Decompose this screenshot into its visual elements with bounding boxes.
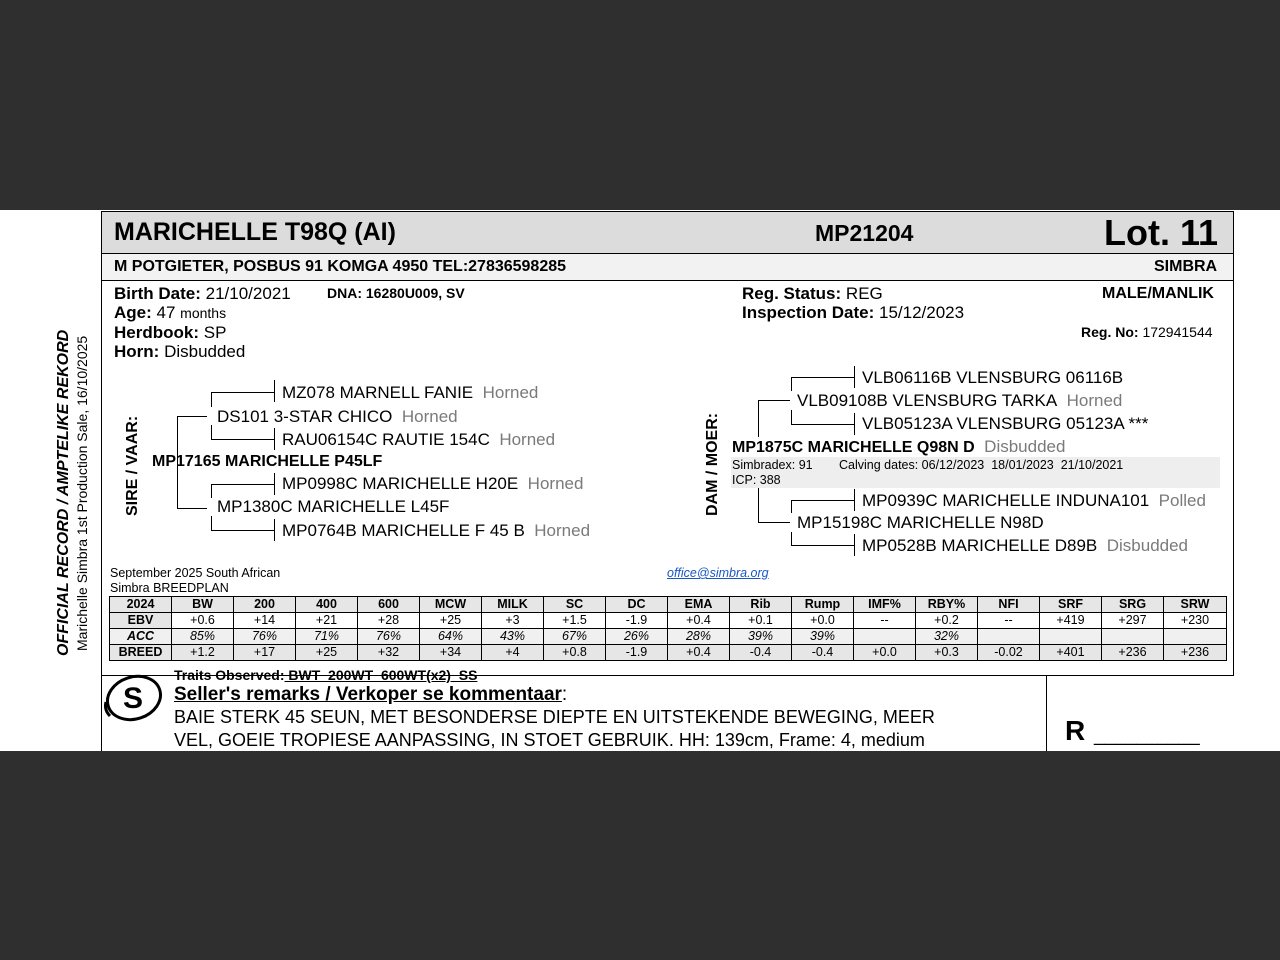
- ebv-row: [110, 629, 1227, 645]
- reg-status-label: Reg. Status:: [742, 284, 842, 303]
- dam-connector: [854, 413, 855, 435]
- animal-name: MZ078 MARNELL FANIE: [282, 383, 474, 402]
- ebv-cell: 64%: [420, 629, 482, 645]
- ebv-cell: +0.1: [730, 613, 792, 629]
- animal-name: VLB09108B VLENSBURG TARKA: [797, 391, 1058, 410]
- animal-name: MARICHELLE T98Q (AI): [114, 218, 396, 246]
- inspection-label: Inspection Date:: [742, 303, 875, 322]
- ebv-header-cell: SRF: [1040, 597, 1102, 613]
- ebv-cell: +0.2: [916, 613, 978, 629]
- ebv-header-cell: 2024: [110, 597, 172, 613]
- ebv-cell: +32: [358, 645, 420, 661]
- remarks-line2: VEL, GOEIE TROPIESE AANPASSING, IN STOET GEBRUIK. HH: 139cm, Frame: 4, medium: [174, 730, 925, 750]
- simbra-logo-icon: [102, 672, 166, 724]
- ebv-header-cell: SRG: [1102, 597, 1164, 613]
- ebv-header-cell: RBY%: [916, 597, 978, 613]
- svg-text:S: S: [123, 682, 144, 715]
- animal-name: MP0764B MARICHELLE F 45 B: [282, 521, 525, 540]
- ebv-cell: [1040, 629, 1102, 645]
- ebv-cell: +0.0: [854, 645, 916, 661]
- ebv-cell: 43%: [482, 629, 544, 645]
- remarks-title-text: Seller's remarks / Verkoper se kommentaar: [174, 684, 562, 705]
- ebv-cell: 71%: [296, 629, 358, 645]
- ebv-cell: +236: [1102, 645, 1164, 661]
- ebv-row-label: BREED: [110, 645, 172, 661]
- horn-status: Disbudded: [984, 437, 1066, 456]
- age-label: Age:: [114, 303, 152, 322]
- icp: ICP: 388: [732, 473, 781, 487]
- ebv-header-cell: SC: [544, 597, 606, 613]
- ebv-cell: +0.6: [172, 613, 234, 629]
- ebv-cell: +3: [482, 613, 544, 629]
- ebv-table: [109, 596, 1227, 661]
- sex-label: MALE/MANLIK: [1102, 285, 1214, 302]
- lot-number: Lot. 11: [1104, 212, 1219, 253]
- breed-name: SIMBRA: [1154, 258, 1218, 275]
- official-record-label: OFFICIAL RECORD / AMPTELIKE REKORD: [55, 329, 72, 656]
- animal-name: MP1875C MARICHELLE Q98N D: [732, 439, 975, 456]
- sire-sire-dam: [282, 430, 555, 450]
- animal-name: DS101 3-STAR CHICO: [217, 407, 393, 426]
- registration-code: MP21204: [815, 220, 914, 246]
- ebv-cell: 76%: [234, 629, 296, 645]
- breedplan-line1: September 2025 South African: [110, 566, 281, 580]
- ebv-cell: +14: [234, 613, 296, 629]
- horn-status: Polled: [1158, 491, 1206, 510]
- dam-connector: [791, 377, 854, 378]
- horn-status: Horned: [534, 521, 591, 540]
- birth-date: [114, 284, 291, 304]
- dam-label: DAM / MOER:: [704, 412, 721, 516]
- ebv-cell: --: [854, 613, 916, 629]
- ebv-cell: +0.4: [668, 613, 730, 629]
- dam-connector: [791, 545, 854, 546]
- dam-connector: [758, 522, 790, 523]
- ebv-cell: -0.4: [792, 645, 854, 661]
- ebv-cell: +4: [482, 645, 544, 661]
- sire-connector: [211, 516, 212, 530]
- simbradex: Simbradex: 91: [732, 458, 813, 472]
- sire-connector: [211, 425, 212, 439]
- inspection-date: [742, 303, 964, 323]
- ebv-header-cell: BW: [172, 597, 234, 613]
- sale-label: Marichelle Simbra 1st Production Sale, 16/10/2025: [74, 335, 90, 651]
- sire-connector: [274, 380, 275, 402]
- ebv-cell: +28: [358, 613, 420, 629]
- price-currency: R: [1065, 715, 1086, 746]
- sire-connector: [274, 428, 275, 450]
- price-blank-field[interactable]: __________: [1094, 725, 1200, 746]
- ebv-cell: -0.4: [730, 645, 792, 661]
- sire-connector: [211, 484, 274, 485]
- horn-value: Disbudded: [164, 342, 246, 361]
- dam-connector: [758, 400, 759, 437]
- sire-connector: [211, 392, 274, 393]
- ebv-cell: +25: [296, 645, 358, 661]
- herdbook-value: SP: [203, 323, 227, 342]
- ebv-cell: -0.02: [978, 645, 1040, 661]
- ebv-cell: 26%: [606, 629, 668, 645]
- dam-connector: [758, 400, 790, 401]
- ebv-cell: -1.9: [606, 645, 668, 661]
- sire-label: SIRE / VAAR:: [124, 415, 141, 516]
- ebv-cell: +236: [1164, 645, 1227, 661]
- birth-date-value: 21/10/2021: [205, 284, 291, 303]
- ebv-cell: [854, 629, 916, 645]
- dam-name: [732, 437, 1065, 457]
- animal-name: MP0939C MARICHELLE INDUNA101: [862, 491, 1150, 510]
- dam-connector: [791, 500, 854, 501]
- ebv-header-cell: 600: [358, 597, 420, 613]
- reg-number-value: 172941544: [1142, 324, 1213, 340]
- sire-dam-sire: [282, 474, 583, 494]
- ebv-cell: 32%: [916, 629, 978, 645]
- owner-address: M POTGIETER, POSBUS 91 KOMGA 4950 TEL:27836598285: [114, 258, 567, 275]
- ebv-cell: 67%: [544, 629, 606, 645]
- ebv-row-label: ACC: [110, 629, 172, 645]
- animal-name: MP0528B MARICHELLE D89B: [862, 536, 1098, 555]
- ebv-cell: +0.0: [792, 613, 854, 629]
- ebv-cell: [1164, 629, 1227, 645]
- ebv-cell: 39%: [792, 629, 854, 645]
- traits-label: Traits Observed:: [174, 667, 285, 683]
- ebv-cell: --: [978, 613, 1040, 629]
- reg-number: [1081, 324, 1213, 340]
- ebv-header-cell: SRW: [1164, 597, 1227, 613]
- ebv-header-cell: Rib: [730, 597, 792, 613]
- dna-info: DNA: 16280U009, SV: [327, 285, 465, 301]
- reg-status: [742, 284, 883, 304]
- remarks-colon: :: [561, 684, 568, 705]
- sire-connector: [211, 484, 212, 498]
- dam-sire-dam: VLB05123A VLENSBURG 05123A ***: [862, 414, 1149, 433]
- horn-status: Horned: [499, 430, 556, 449]
- horn-status: Horned: [482, 383, 539, 402]
- dam-connector: [854, 534, 855, 556]
- ebv-cell: 39%: [730, 629, 792, 645]
- ebv-header-cell: Rump: [792, 597, 854, 613]
- dam-dam: MP15198C MARICHELLE N98D: [797, 513, 1044, 532]
- traits-observed: [174, 667, 477, 683]
- ebv-header-row: [110, 597, 1227, 613]
- ebv-cell: +21: [296, 613, 358, 629]
- email-link[interactable]: office@simbra.org: [667, 566, 769, 580]
- age: [114, 303, 226, 323]
- ebv-cell: 28%: [668, 629, 730, 645]
- breedplan-line2: Simbra BREEDPLAN: [110, 581, 229, 595]
- ebv-cell: +34: [420, 645, 482, 661]
- dam-connector: [854, 366, 855, 388]
- dam-connector: [758, 486, 759, 522]
- sire-connector: [211, 530, 274, 531]
- sire-connector: [274, 473, 275, 495]
- ebv-cell: [1102, 629, 1164, 645]
- ebv-header-cell: DC: [606, 597, 668, 613]
- dam-connector: [791, 410, 792, 424]
- ebv-cell: +0.8: [544, 645, 606, 661]
- dam-sire-sire: VLB06116B VLENSBURG 06116B: [862, 368, 1124, 387]
- ebv-row: [110, 645, 1227, 661]
- ebv-header-cell: NFI: [978, 597, 1040, 613]
- dam-sire: [797, 391, 1122, 411]
- age-value: 47: [156, 303, 176, 322]
- ebv-cell: +419: [1040, 613, 1102, 629]
- herdbook-label: Herdbook:: [114, 323, 199, 342]
- ebv-cell: 85%: [172, 629, 234, 645]
- ebv-cell: +0.4: [668, 645, 730, 661]
- traits-value: BWT 200WT 600WT(x2) SS: [284, 667, 478, 683]
- ebv-header-cell: EMA: [668, 597, 730, 613]
- horn-label: Horn:: [114, 342, 160, 361]
- horn-status: Horned: [527, 474, 584, 493]
- horn-status: Horned: [401, 407, 458, 426]
- sire-connector: [177, 416, 207, 417]
- remarks-line1: BAIE STERK 45 SEUN, MET BESONDERSE DIEPTE EN UITSTEKENDE BEWEGING, MEER: [174, 707, 935, 727]
- animal-name: RAU06154C RAUTIE 154C: [282, 430, 490, 449]
- ebv-header-cell: IMF%: [854, 597, 916, 613]
- horn-status: Horned: [1066, 391, 1123, 410]
- age-unit: months: [180, 305, 227, 321]
- sire-dam-dam: [282, 521, 590, 541]
- ebv-cell: +17: [234, 645, 296, 661]
- animal-name: MP0998C MARICHELLE H20E: [282, 474, 519, 493]
- sire-connector: [274, 519, 275, 541]
- sire-connector: [211, 392, 212, 407]
- ebv-header-cell: 400: [296, 597, 358, 613]
- remarks-title: [174, 684, 567, 706]
- ebv-cell: +297: [1102, 613, 1164, 629]
- ebv-cell: 76%: [358, 629, 420, 645]
- herdbook: [114, 323, 226, 343]
- sire-sire-sire: [282, 383, 538, 403]
- calving-dates: Calving dates: 06/12/2023 18/01/2023 21/10/2021: [839, 458, 1124, 472]
- ebv-cell: [978, 629, 1040, 645]
- ebv-header-cell: MCW: [420, 597, 482, 613]
- sire-connector: [211, 439, 274, 440]
- birth-date-label: Birth Date:: [114, 284, 201, 303]
- ebv-cell: +401: [1040, 645, 1102, 661]
- ebv-cell: +0.3: [916, 645, 978, 661]
- ebv-cell: +1.2: [172, 645, 234, 661]
- dam-connector: [791, 500, 792, 513]
- ebv-header-cell: MILK: [482, 597, 544, 613]
- sire-dam: MP1380C MARICHELLE L45F: [217, 497, 450, 516]
- inspection-value: 15/12/2023: [878, 303, 965, 322]
- sire-sire: [217, 407, 458, 427]
- sire-connector: [177, 508, 207, 509]
- dam-dam-dam: [862, 536, 1188, 556]
- dam-connector: [791, 377, 792, 391]
- dam-dam-sire: [862, 491, 1206, 511]
- dam-connector: [791, 424, 854, 425]
- reg-status-value: REG: [845, 284, 883, 303]
- dam-connector: [791, 532, 792, 545]
- horn-status: [114, 342, 245, 362]
- ebv-cell: +1.5: [544, 613, 606, 629]
- ebv-cell: +230: [1164, 613, 1227, 629]
- ebv-cell: -1.9: [606, 613, 668, 629]
- horn-status: Disbudded: [1106, 536, 1189, 555]
- ebv-row-label: EBV: [110, 613, 172, 629]
- ebv-cell: +25: [420, 613, 482, 629]
- ebv-header-cell: 200: [234, 597, 296, 613]
- ebv-row: [110, 613, 1227, 629]
- sire-name: MP17165 MARICHELLE P45LF: [152, 453, 383, 470]
- reg-number-label: Reg. No:: [1081, 324, 1139, 340]
- dam-connector: [854, 489, 855, 511]
